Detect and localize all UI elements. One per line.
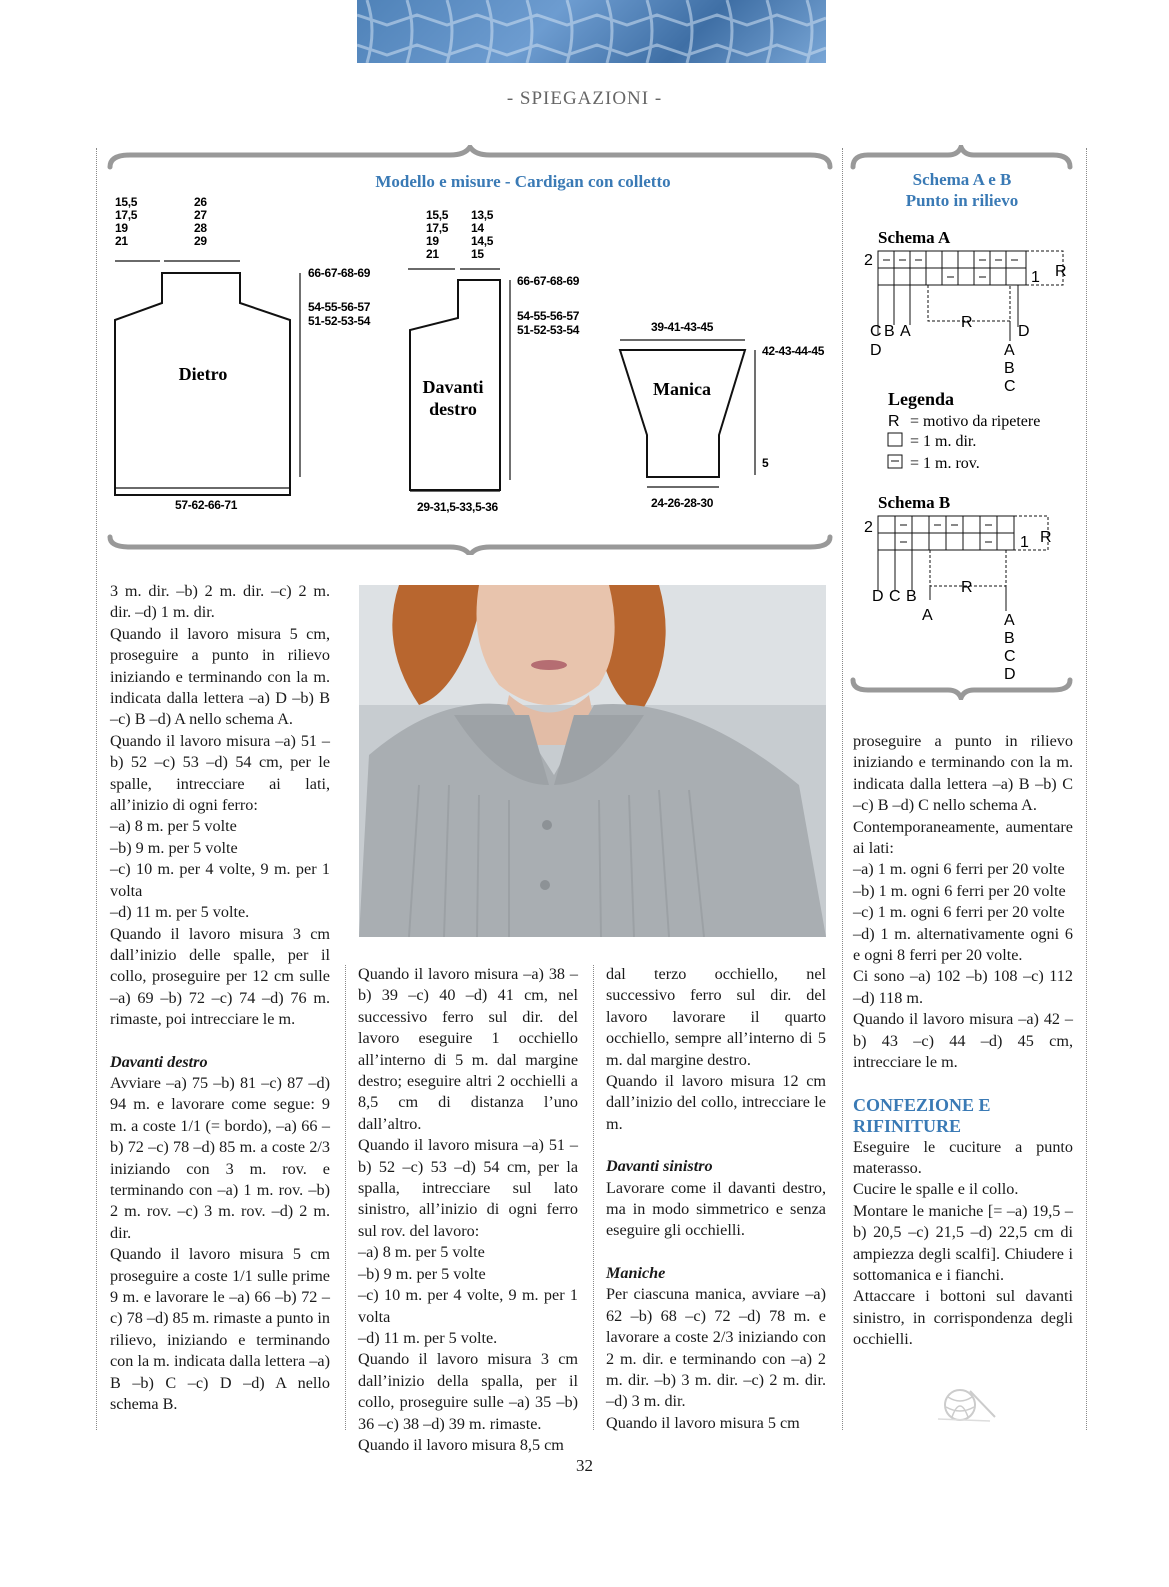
svg-text:15,5: 15,5 [115,195,138,209]
page-number: 32 [576,1456,593,1475]
svg-text:54-55-56-57: 54-55-56-57 [308,300,371,314]
heading-confezione: CONFEZIONE E RIFINITURE [853,1094,991,1136]
svg-text:19: 19 [115,221,128,235]
knit-texture-banner [357,0,826,63]
column-rule [96,148,97,1430]
svg-text:51-52-53-54: 51-52-53-54 [517,323,580,337]
text-column-3: dal terzo occhiello, nel successivo ferro sul dir. del lavoro lavorare il quarto occhiello, sempre all’interno di 5 m. dal margine destro. Quando il lavoro misura 12 cm dall’inizio del collo, intrecciare le m. Davanti sinistro Lavorare come il davanti destro, ma in modo simmetrico e senza eseguire gli occhielli. Maniche Per ciascuna manica, avviare –a) 62 –b) 68 –c) 72 –d) 78 m. e lavorare a coste 2/3 iniziando con 2 m. dir. e terminando con –a) 2 m. dir. –b) 3 m. dir. –c) 2 m. dir. –d) 3 m. dir. Quando il lavoro misura 5 cm [606,965,826,1432]
svg-text:C: C [889,588,901,605]
svg-text:42-43-44-45: 42-43-44-45 [762,344,825,358]
svg-text:29: 29 [194,234,207,248]
dietro-label: Dietro [178,364,228,384]
svg-text:C: C [1004,648,1016,665]
svg-text:28: 28 [194,221,207,235]
svg-text:66-67-68-69: 66-67-68-69 [517,274,580,288]
svg-text:26: 26 [194,195,207,209]
model-photo [359,585,826,937]
yarn-ball-icon [930,1385,1000,1425]
svg-text:R: R [1055,263,1067,280]
svg-text:R: R [1040,529,1052,546]
column-rule [1086,148,1087,1430]
davanti-label-2: destro [429,399,477,419]
svg-text:15,5: 15,5 [426,208,449,222]
heading-maniche: Maniche [606,1263,666,1282]
svg-text:Schema A: Schema A [878,228,951,247]
svg-text:Schema A e B: Schema A e B [912,170,1012,189]
svg-text:2: 2 [864,519,873,536]
text-column-1: 3 m. dir. –b) 2 m. dir. –c) 2 m. dir. –d) 1 m. dir. Quando il lavoro misura 5 cm, proseguire a punto in rilievo iniziando e terminando con la m. indicata dalla lettera –a) D –b) B –c) B –d) A nello schema A. Quando il lavoro misura –a) 51 –b) 52 –c) 53 –d) 54 cm, per le spalle, intrecciare ai lati, all’inizio di ogni ferro: –a) 8 m. per 5 volte –b) 9 m. per 5 volte –c) 10 m. per 4 volte, 9 m. per 1 volta –d) 11 m. per 5 volte. Quando il lavoro misura 3 cm dall’inizio delle spalle, per il collo, proseguire per 12 cm sulle –a) 69 –b) 72 –c) 74 –d) 76 m. rimaste, poi intrecciare le m. Davanti destro Avviare –a) 75 –b) 81 –c) 87 –d) 94 m. e lavorare come segue: 9 m. a coste 1/1 (= bordo), –a) 66 –b) 72 –c) 78 –d) 85 m. a coste 2/3 iniziando con 3 m. rov. e terminando con –a) 1 m. rov. –b) 2 m. rov. –c) 3 m. rov. –d) 2 m. dir. Quando il lavoro misura 5 cm proseguire a coste 1/1 sulle prime 9 m. e lavorare le –a) 66 –b) 72 –c) 78 –d) 85 m. rimaste a punto in rilievo, iniziando e terminando con la m. indicata dalla lettera –a) B –b) C –c) D –d) A nello schema B. [110,582,330,1414]
svg-text:Schema B: Schema B [878,493,951,512]
svg-text:R: R [888,413,900,430]
svg-text:D: D [872,588,884,605]
davanti-label-1: Davanti [422,377,484,397]
svg-text:29-31,5-33,5-36: 29-31,5-33,5-36 [417,500,498,514]
svg-text:5: 5 [762,456,769,470]
schematic-title: Modello e misure - Cardigan con colletto [375,172,671,191]
svg-text:B: B [1004,360,1015,377]
svg-text:14: 14 [471,221,484,235]
text-column-2: Quando il lavoro misura –a) 38 –b) 39 –c) 40 –d) 41 cm, nel successivo ferro sul dir. del lavoro eseguire 1 occhiello all’interno di 5 m. dal margine destro; eseguire altri 2 occhielli a 8,5 cm di distanza l’uno dall’altro. Quando il lavoro misura –a) 51 –b) 52 –c) 53 –d) 54 cm, per la spalla, intrecciare sul lato sinistro, all’inizio di ogni ferro sul rov. del lavoro: –a) 8 m. per 5 volte –b) 9 m. per 5 volte –c) 10 m. per 4 volte, 9 m. per 1 volta –d) 11 m. per 5 volte. Quando il lavoro misura 3 cm dall’inizio della spalla, per il collo, proseguire sulle –a) 35 –b) 36 –c) 38 –d) 39 m. rimaste. Quando il lavoro misura 8,5 cm [358,965,578,1454]
svg-text:C: C [1004,378,1016,395]
svg-text:D: D [1018,323,1030,340]
column-rule [593,965,594,1430]
svg-text:66-67-68-69: 66-67-68-69 [308,266,371,280]
svg-text:= motivo da ripetere: = motivo da ripetere [910,413,1041,430]
svg-text:27: 27 [194,208,207,222]
svg-text:= 1 m. rov.: = 1 m. rov. [910,455,980,472]
svg-text:B: B [906,588,917,605]
text-column-4: proseguire a punto in rilievo iniziando e terminando con la m. indicata dalla lettera –a) B –b) C –c) B –d) C nello schema A. Contemporaneamente, aumentare ai lati: –a) 1 m. ogni 6 ferri per 20 volte –b) 1 m. ogni 6 ferri per 20 volte –c) 1 m. ogni 6 ferri per 20 volte –d) 1 m. alternativamente ogni 6 e ogni 8 ferri per 20 volte. Ci sono –a) 102 –b) 108 –c) 112 –d) 118 m. Quando il lavoro misura –a) 42 –b) 43 –c) 44 –d) 45 cm, intrecciare le m. CONFEZIONE E RIFINITURE Eseguire le cuciture a punto materasso. Cucire le spalle e il collo. Montare le maniche [= –a) 19,5 –b) 20,5 –c) 21,5 –d) 22,5 cm di ampiezza degli scalfi]. Chiudere i sottomanica e i fianchi. Attaccare i bottoni sul davanti sinistro, in corrispondenza degli occhielli. [853,732,1073,1349]
heading-davanti-sinistro: Davanti sinistro [606,1157,713,1176]
svg-text:54-55-56-57: 54-55-56-57 [517,309,580,323]
svg-text:Punto in rilievo: Punto in rilievo [905,191,1019,210]
svg-text:R: R [961,579,973,596]
svg-text:13,5: 13,5 [471,208,494,222]
svg-text:D: D [1004,666,1016,683]
svg-text:39-41-43-45: 39-41-43-45 [651,320,714,334]
svg-text:1: 1 [1031,269,1040,286]
section-title: - SPIEGAZIONI - [506,88,663,109]
column-rule [345,965,346,1430]
heading-davanti-destro: Davanti destro [110,1052,208,1071]
svg-text:R: R [961,314,973,331]
svg-text:15: 15 [471,247,484,261]
svg-text:D: D [870,342,882,359]
svg-text:24-26-28-30: 24-26-28-30 [651,496,714,510]
svg-text:A: A [922,607,933,624]
svg-text:A: A [1004,612,1015,629]
svg-text:Legenda: Legenda [888,389,955,409]
svg-text:1: 1 [1020,534,1029,551]
svg-text:2: 2 [864,252,873,269]
pattern-schematic [105,145,835,555]
svg-text:21: 21 [426,247,439,261]
svg-text:= 1 m. dir.: = 1 m. dir. [910,433,977,450]
svg-text:A: A [900,323,911,340]
svg-text:B: B [884,323,895,340]
svg-text:B: B [1004,630,1015,647]
svg-text:14,5: 14,5 [471,234,494,248]
svg-text:21: 21 [115,234,128,248]
stitch-chart-panel [848,145,1078,700]
svg-text:17,5: 17,5 [115,208,138,222]
column-rule [842,148,843,1430]
svg-text:A: A [1004,342,1015,359]
manica-label: Manica [653,379,711,399]
svg-text:C: C [870,323,882,340]
svg-text:19: 19 [426,234,439,248]
svg-text:57-62-66-71: 57-62-66-71 [175,498,238,512]
svg-text:17,5: 17,5 [426,221,449,235]
svg-text:51-52-53-54: 51-52-53-54 [308,314,371,328]
